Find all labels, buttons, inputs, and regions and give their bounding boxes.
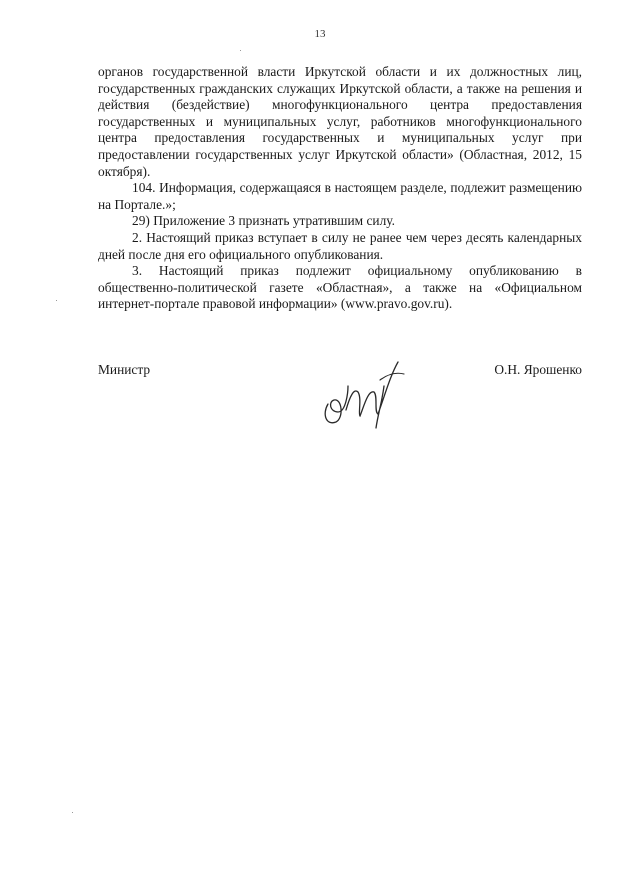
signatory-title: Министр xyxy=(98,362,151,377)
paragraph-continuation: органов государственной власти Иркутской области и их должностных лиц, государственных гражданских служащих Иркутской области, а также на решения и действия (бездействие) многофункционального центра предоставления государственных и муниципальных услуг, работников многофункционального центра предоставления государственных и муниципальных услуг при предоставлении государственных услуг Иркутской области» (Областная, 2012, 15 октября). xyxy=(98,64,582,179)
document-body xyxy=(98,64,582,313)
signatory-name: О.Н. Ярошенко xyxy=(494,362,582,377)
scan-speck xyxy=(56,300,57,301)
paragraph-item-3: 3. Настоящий приказ подлежит официальному опубликованию в общественно-политической газете «Областная», а также на «Официальном интернет-портале правовой информации» (www.pravo.gov.ru). xyxy=(98,263,582,312)
scan-speck xyxy=(240,50,241,51)
handwritten-signature xyxy=(318,352,410,432)
paragraph-item-2: 2. Настоящий приказ вступает в силу не ранее чем через десять календарных дней после дня его официального опубликования. xyxy=(98,229,582,262)
page-number: 13 xyxy=(314,28,326,40)
scan-speck xyxy=(72,812,73,813)
paragraph-29: 29) Приложение 3 признать утратившим силу. xyxy=(132,213,395,229)
paragraph-104: 104. Информация, содержащаяся в настоящем разделе, подлежит размещению на Портале.»; xyxy=(98,180,582,212)
